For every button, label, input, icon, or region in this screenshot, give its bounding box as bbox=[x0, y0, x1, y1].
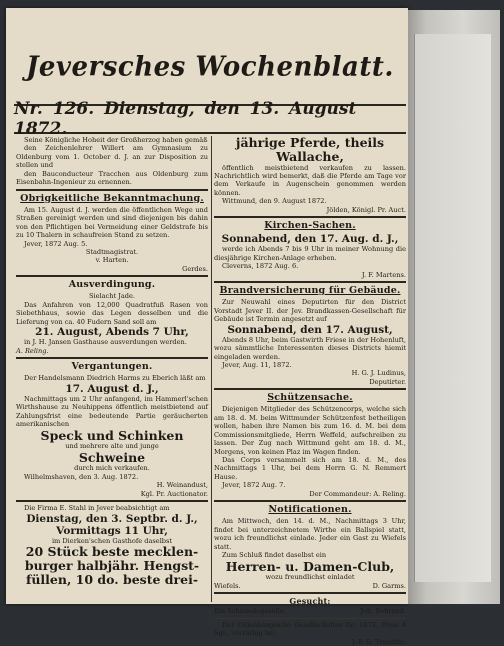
section-text: Zum Schluß findet daselbst ein bbox=[222, 551, 327, 560]
section-text: Diejenigen Mitglieder des Schützencorps, welche sich am 18. d. M. beim Wittmunder Schützenfest betheiligen wollen, haben ihre Namen bis zum 16. d. M. bei dem Commissionsmitgliede, Herrn Weffeld, aufschreiben zu lassen. Der Zug nach Wittmund geht am 18. d. M., Morgens, von keinen Plaz im Wagen finden. bbox=[214, 405, 406, 456]
divider bbox=[16, 500, 208, 502]
signature: Stadtmagistrat. bbox=[85, 247, 139, 256]
signature: J. F. Martens. bbox=[361, 270, 406, 279]
section-text: öffentlich meistbietend verkaufen zu lassen. Nachrichtlich wird bemerkt, daß die Pferde am Tage vor dem Verkaufe in Augenschein genommen werden können. bbox=[214, 163, 406, 197]
section-headline: Speck und Schinken bbox=[40, 427, 184, 443]
section-subtitle: Sielacht Jade. bbox=[88, 292, 136, 301]
section-text: Das Anfahren von 12,000 Quadratfuß Rasen von Siebethhaus, sowie das Legen desselben und die Lieferung von ca. 40 Fudern Sand soll am bbox=[16, 300, 208, 326]
section-place bbox=[214, 582, 406, 590]
signature: A. Reling. bbox=[16, 346, 49, 355]
section-headline: Herren- u. Damen-Club, bbox=[225, 558, 395, 574]
section-text: Ein Schmiedegeselle. bbox=[214, 607, 286, 616]
section-text: Der Oldenburgische Gesellschafter für 1873, Preis 4 Sgr., vorräthig bei bbox=[214, 620, 406, 638]
book-edge-inner bbox=[414, 34, 491, 582]
section-text: durch mich verkaufen. bbox=[74, 464, 150, 473]
section-text: in J. H. Jansen Gasthause ausverdungen werden. bbox=[24, 338, 187, 347]
intro-3: den Bauconducteur Tracchen aus Oldenburg zum Eisenbahn-Ingenieur zu ernennen. bbox=[16, 169, 208, 187]
signature: Der Commandeur: A. Reling. bbox=[309, 489, 406, 498]
divider bbox=[214, 281, 406, 283]
section-text: wozu freundlichst einladet bbox=[265, 573, 355, 582]
section-headline: 20 Stück beste mecklen- bbox=[25, 544, 199, 560]
section-text: Das Corps versammelt sich am 18. d. M., des Nachmittags 1 Uhr, bei dem Herrn G. N. Remmert Hause. bbox=[214, 456, 406, 481]
section-date: Jever, 1872 Aug. 5. bbox=[24, 239, 88, 248]
divider bbox=[214, 618, 406, 619]
section-highlight: Vormittags 11 Uhr, bbox=[56, 524, 168, 537]
section-date: Wittmund, den 9. August 1872. bbox=[222, 197, 327, 206]
masthead-title: Jeversches Wochenblatt. bbox=[26, 51, 394, 83]
signature: Jölden, Königl. Pr. Auct. bbox=[326, 205, 406, 214]
intro-2: den Zeichenlehrer Willert am Gymnasium zu Oldenburg vom 1. October d. J. an zur Disposition zu stellen und bbox=[16, 144, 208, 170]
section-highlight: Sonnabend, den 17. Aug. d. J., bbox=[221, 233, 399, 246]
section-title: Ausverdingung. bbox=[68, 279, 156, 291]
divider bbox=[214, 592, 406, 594]
signature: H. G. J. Ludinus, bbox=[351, 369, 406, 378]
signature: Deputirter. bbox=[369, 377, 406, 386]
section-date: Jever, 1872 Aug. 7. bbox=[222, 481, 286, 490]
section-text: Die Firma E. Stahl in Jever beabsichtigt am bbox=[24, 504, 170, 513]
left-column bbox=[16, 136, 208, 602]
section-text: werde ich Abends 7 bis 9 Uhr in meiner Wohnung die diesjährige Kirchen-Anlage erheben. bbox=[214, 245, 406, 262]
column-rule bbox=[211, 136, 212, 602]
issue-line: Nr. 126. Dienstag, den 13. August 1872. bbox=[14, 104, 406, 134]
signature: D. Garms. bbox=[372, 581, 406, 590]
section-date: Jever, Aug. 11, 1872. bbox=[222, 360, 292, 369]
divider bbox=[214, 388, 406, 390]
book-edge bbox=[408, 10, 500, 604]
intro-1: Seine Königliche Hoheit der Großherzog haben gemäß bbox=[24, 136, 208, 144]
signature: H. Weinandust, bbox=[156, 481, 208, 490]
divider bbox=[214, 500, 406, 502]
section-text: Am Mittwoch, den 14. d. M., Nachmittags 3 Uhr, findet bei unterzeichnetem Wirthe ein Ballspiel statt, wozu ich freundlichst einlade. Jeder ein Gast zu Wiefels statt. bbox=[214, 517, 406, 551]
section-title: Notificationen. bbox=[268, 504, 352, 516]
section-title: Schützensache. bbox=[267, 392, 353, 404]
section-highlight: 21. August, Abends 7 Uhr, bbox=[35, 326, 189, 339]
newspaper-page bbox=[6, 8, 408, 646]
divider bbox=[16, 189, 208, 191]
section-text: Abends 8 Uhr, beim Gastwirth Friese in der Hohenluft, wozu sämmtliche Interessenten dieses Districts hiemit eingeladen werden. bbox=[214, 335, 406, 361]
section-title: Vergantungen. bbox=[71, 361, 153, 373]
section-text: im Dierken'schen Gasthofe daselbst bbox=[51, 536, 173, 545]
section-title: Obrigkeitliche Bekanntmachung. bbox=[20, 192, 204, 204]
place-name: Wiefels. bbox=[214, 581, 241, 590]
section-text: Der Handelsmann Diedrich Harms zu Eberich läßt am bbox=[24, 374, 206, 383]
signature: v. Harten. bbox=[95, 256, 129, 265]
signature: Gerdes. bbox=[182, 264, 208, 273]
signature: Joh. Behrend. bbox=[360, 607, 406, 616]
section-headline: Schweine bbox=[78, 449, 146, 465]
continued-headline: Wallache, bbox=[276, 148, 344, 164]
divider bbox=[16, 357, 208, 359]
section-highlight: Sonnabend, den 17. August, bbox=[227, 323, 393, 336]
right-column bbox=[214, 135, 406, 646]
section-date: Cleverns, 1872 Aug. 6. bbox=[222, 262, 299, 271]
signature: J. F. G. Trendtel. bbox=[352, 637, 406, 646]
divider bbox=[214, 216, 406, 218]
section-title: Gesucht: bbox=[289, 596, 331, 607]
section-text: Zur Neuwahl eines Deputirten für den District Vorstadt Jever II. der Jev. Brandkassen-Gesellschaft für Gebäude ist Termin angesetzt auf bbox=[214, 298, 406, 324]
section-highlight: 17. August d. J., bbox=[65, 382, 159, 395]
section-text: Am 15. August d. J. werden die öffentlichen Wege und Straßen gereinigt werden und sind diejenigen bis dahin von den Pflichtigen bei Vermeidung einer Geldstrafe bis zu 10 Thalern in schaufreien Stand zu setzen. bbox=[16, 205, 208, 240]
section-text: Nachmittags um 2 Uhr anfangend, im Hammerl'schen Wirthshause zu Neuhippens öffentlich meistbietend auf Zahlungsfrist eine bedeutende Partie geräucherten amerikanischen bbox=[16, 394, 208, 429]
section-date: Wilhelmshaven, den 3. Aug. 1872. bbox=[24, 472, 139, 481]
continued-headline: jährige Pferde, theils bbox=[235, 135, 385, 150]
section-headline: burger halbjähr. Hengst- bbox=[24, 557, 200, 573]
section-headline: füllen, 10 do. beste drei- bbox=[25, 571, 199, 587]
signature: Kgl. Pr. Auctionator. bbox=[140, 489, 208, 498]
section-title: Brandversicherung für Gebäude. bbox=[219, 285, 401, 297]
section-title: Kirchen-Sachen. bbox=[264, 220, 356, 232]
section-place bbox=[214, 607, 406, 615]
section-text: und mehrere alte und junge bbox=[65, 442, 159, 451]
divider bbox=[16, 275, 208, 277]
section-highlight: Dienstag, den 3. Septbr. d. J., bbox=[26, 512, 198, 525]
